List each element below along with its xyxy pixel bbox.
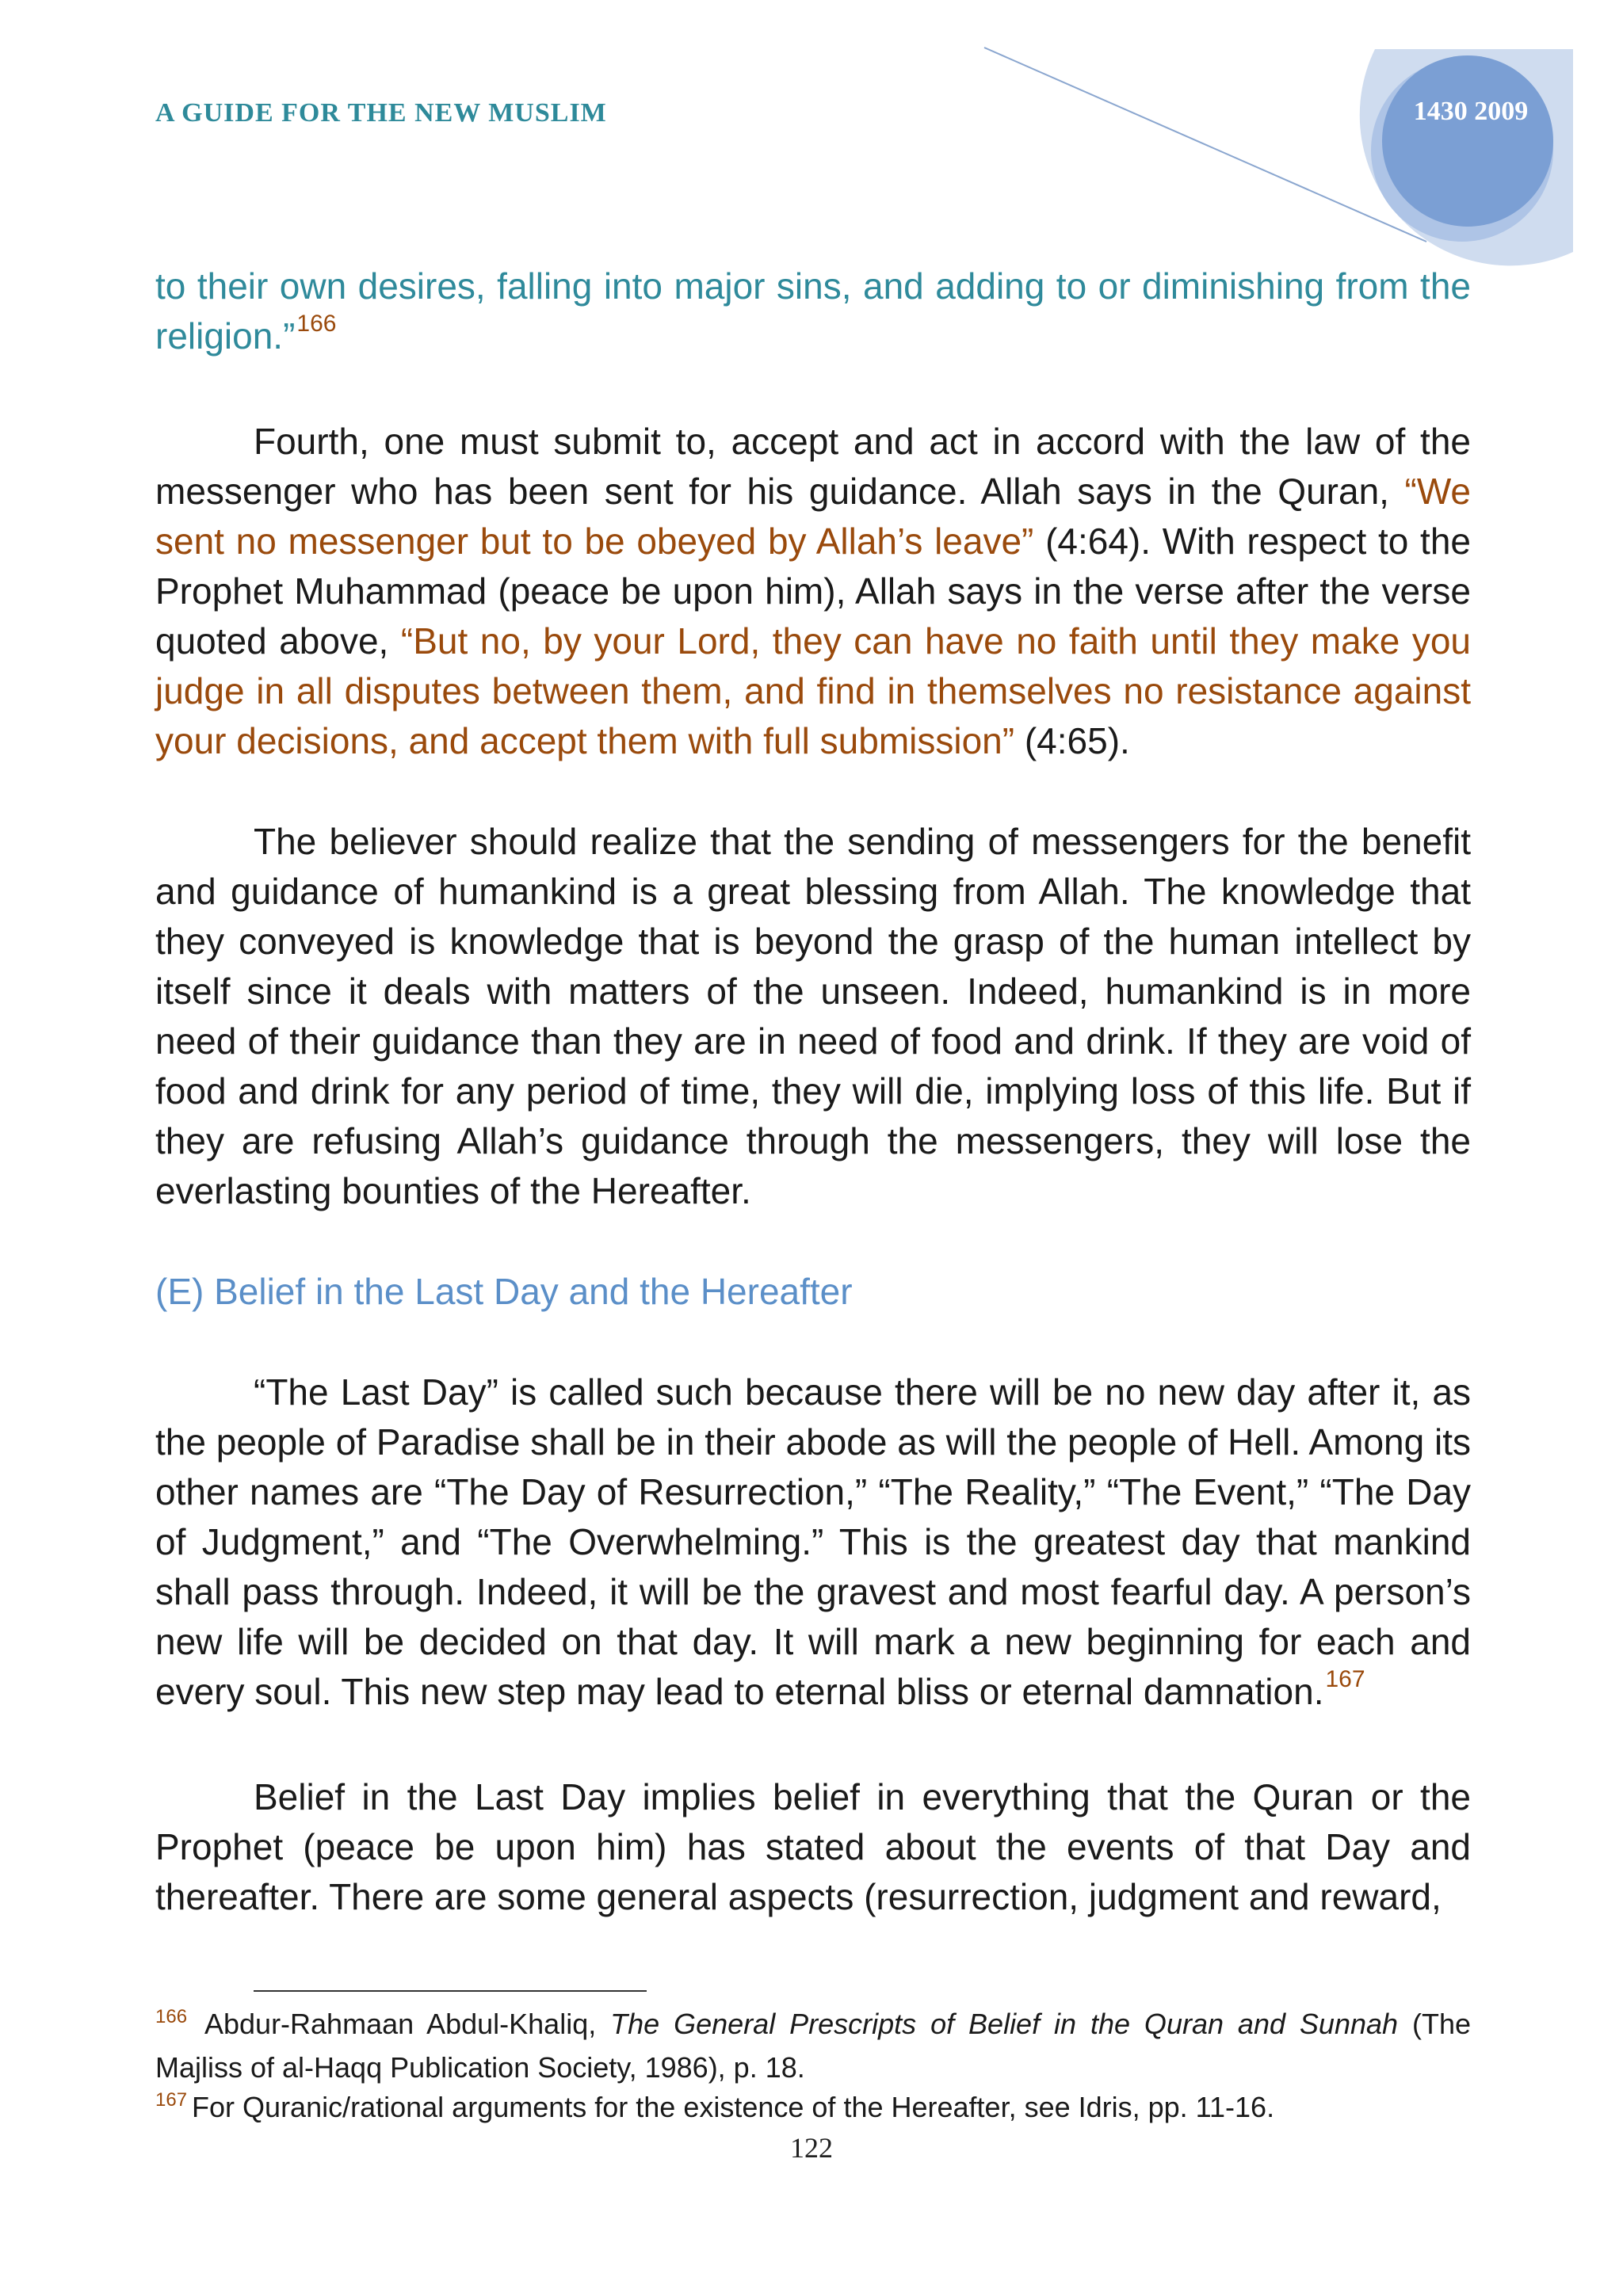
footnotes [155,2004,1471,2131]
text-run: (4:64). With respect to the Prophet Muhammad (peace be upon him), Allah says in the verse after the verse quoted above, [155,521,1471,662]
quran-quote: “But no, by your Lord, they can have no faith until they make you judge in all disputes between them, and find in themselves no resistance against your decisions, and accept them with full submission” [155,620,1471,761]
quran-quote: “We sent no messenger but to be obeyed by Allah’s leave” [155,471,1471,562]
text-run: “The Last Day” is called such because there will be no new day after it, as the people of Paradise shall be in their abode as will the people of Hell. Among its other names are “The Day of Resurrection,” “The Reality,” “The Event,” “The Day of Judgment,” and “The Overwhelming.” This is the greatest day that mankind shall pass through. Indeed, it will be the gravest and most fearful day. A person’s new life will be decided on that day. It will mark a new beginning for each and every soul. This new step may lead to eternal bliss or eternal damnation. [155,1371,1471,1712]
footnote-166 [155,2004,1471,2088]
footnote-167 [155,2088,1471,2131]
paragraph-last-day [155,1367,1471,1722]
footnote-number: 167 [155,2089,188,2111]
text-run: (4:65). [1014,720,1130,761]
paragraph-belief: Belief in the Last Day implies belief in everything that the Quran or the Prophet (peace be upon him) has stated about the events of that Day and thereafter. There are some general aspects (resurrection, judgment and reward, [155,1776,1471,1917]
header-circle-decoration [0,0,1623,285]
running-header-title: A GUIDE FOR THE NEW MUSLIM [155,98,607,128]
footnote-number: 166 [155,2006,188,2027]
quote-continued: to their own desires, falling into major sins, and adding to or diminishing from the religion.” [155,265,1471,357]
paragraph-fourth [155,417,1471,766]
book-title: The General Prescripts of Belief in the Quran and Sunnah [610,2008,1399,2040]
text-run: Abdur-Rahmaan Abdul-Khaliq, [192,2008,611,2040]
running-header-year: 1430 2009 [1413,97,1529,126]
text-run: Fourth, one must submit to, accept and act in accord with the law of the messenger who has been sent for his guidance. Allah says in the Quran, [155,421,1471,512]
paragraph-continued [155,261,1471,366]
section-heading: (E) Belief in the Last Day and the Hereafter [155,1271,853,1312]
paragraph-messengers: The believer should realize that the sending of messengers for the benefit and guidance of humankind is a great blessing from Allah. The knowledge that they conveyed is knowledge that is beyond the grasp of the human intellect by itself since it deals with matters of the unseen. Indeed, humankind is in more need of their guidance than they are in need of food and drink. If they are void of food and drink for any period of time, they will die, implying loss of this life. But if they are refusing Allah’s guidance through the messengers, they will lose the everlasting bounties of the Hereafter. [155,821,1471,1211]
footnote-divider [254,1990,647,1992]
footnote-ref-167[interactable]: 167 [1325,1666,1365,1692]
page-number: 122 [790,2132,833,2164]
text-run: (The Majliss of al-Haqq Publication Society, 1986), p. 18. [155,2008,1471,2084]
footnote-ref-166[interactable]: 166 [296,311,337,337]
text-run: For Quranic/rational arguments for the existence of the Hereafter, see Idris, pp. 11-16. [192,2091,1275,2123]
page-body [155,261,1471,1922]
